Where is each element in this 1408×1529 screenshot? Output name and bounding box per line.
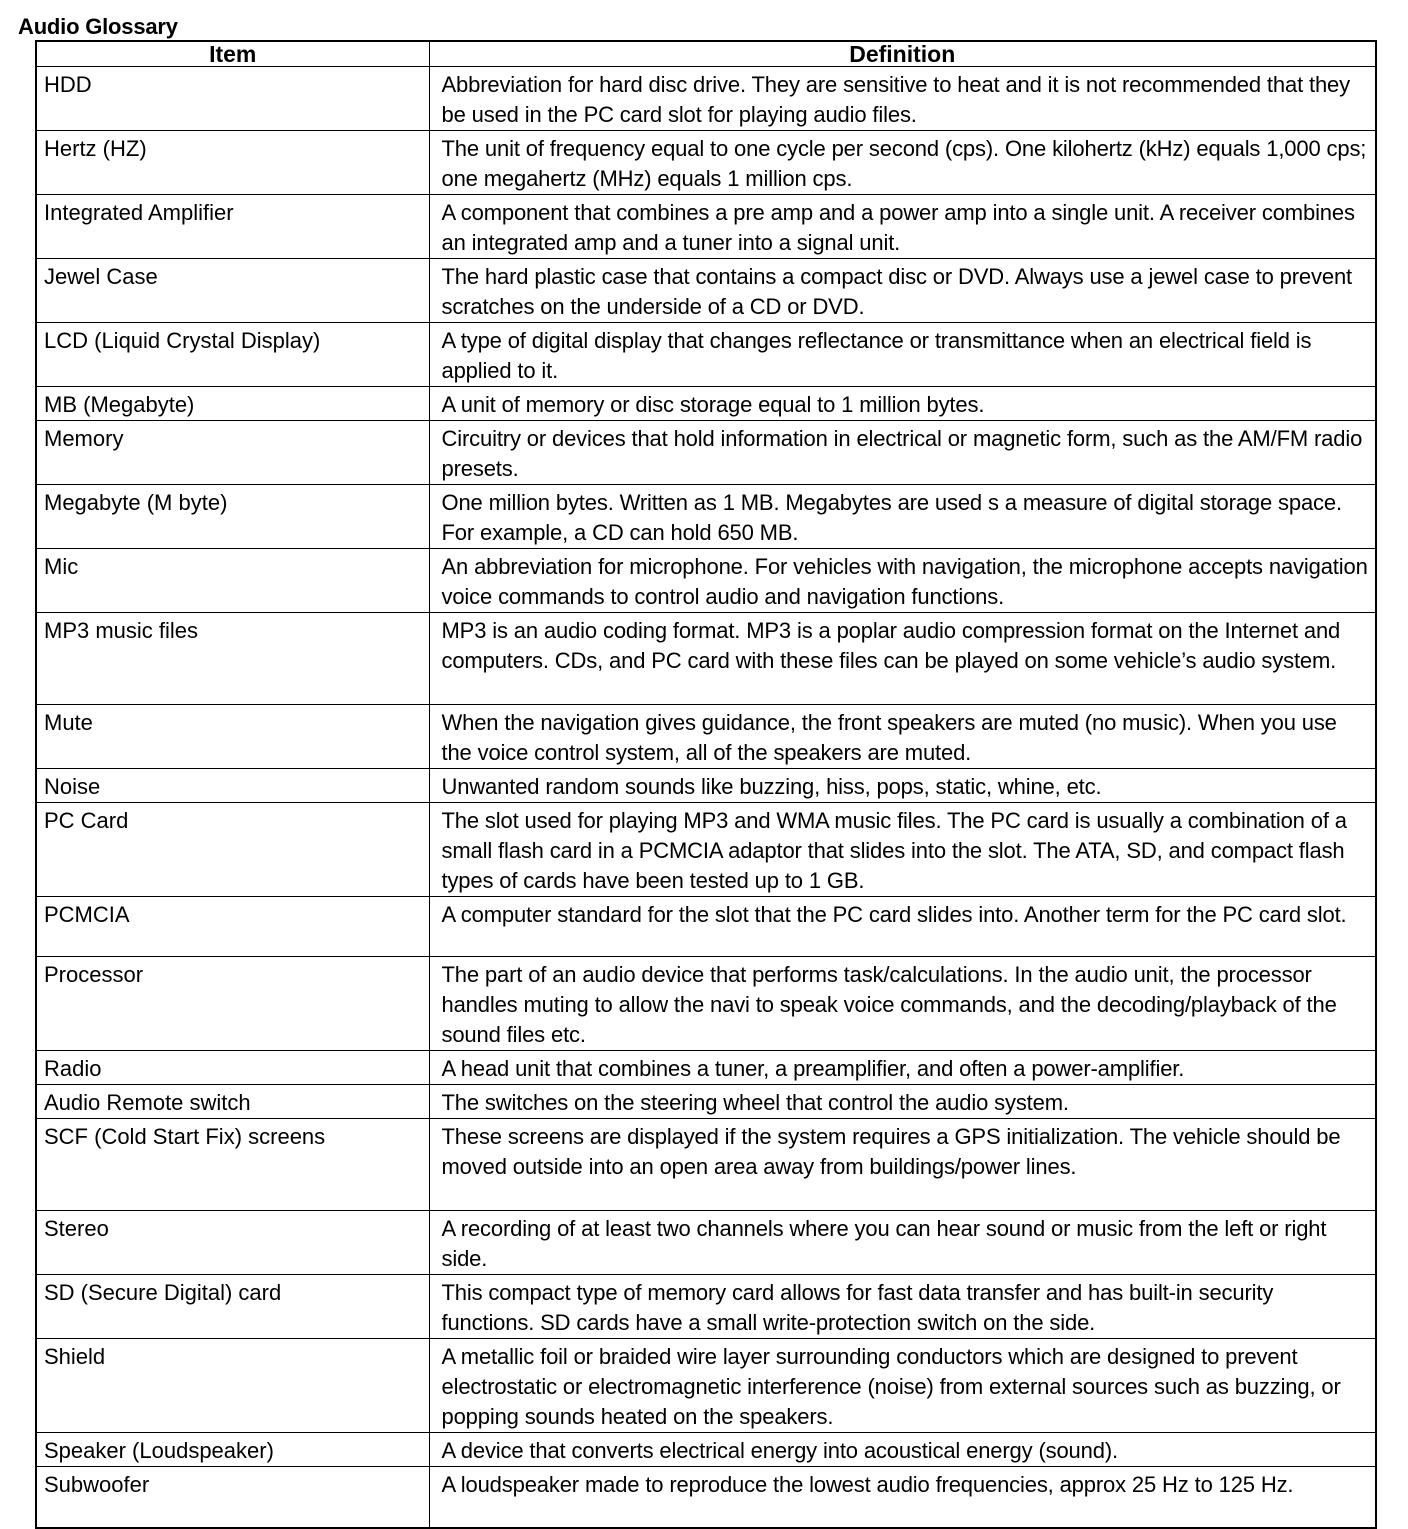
glossary-definition: Unwanted random sounds like buzzing, hiss, pops, static, whine, etc.: [429, 769, 1376, 803]
glossary-definition: The switches on the steering wheel that control the audio system.: [429, 1085, 1376, 1119]
table-row: [36, 957, 1376, 1051]
table-row: [36, 421, 1376, 485]
table-row: [36, 131, 1376, 195]
header-row: [36, 41, 1376, 67]
glossary-definition: The slot used for playing MP3 and WMA music files. The PC card is usually a combination of a small flash card in a PCMCIA adaptor that slides into the slot. The ATA, SD, and compact flash types of cards have been tested up to 1 GB.: [429, 803, 1376, 897]
glossary-term: Noise: [36, 769, 429, 803]
definition-column-header: Definition: [429, 41, 1376, 67]
glossary-term: Memory: [36, 421, 429, 485]
glossary-term: Jewel Case: [36, 259, 429, 323]
glossary-term: Integrated Amplifier: [36, 195, 429, 259]
glossary-term: MP3 music files: [36, 613, 429, 705]
table-row: [36, 387, 1376, 421]
glossary-definition: A loudspeaker made to reproduce the lowest audio frequencies, approx 25 Hz to 125 Hz.: [429, 1467, 1376, 1528]
glossary-definition: A head unit that combines a tuner, a preamplifier, and often a power-amplifier.: [429, 1051, 1376, 1085]
table-row: [36, 259, 1376, 323]
glossary-definition: A recording of at least two channels where you can hear sound or music from the left or right side.: [429, 1211, 1376, 1275]
table-row: [36, 485, 1376, 549]
table-row: [36, 67, 1376, 131]
glossary-definition: A type of digital display that changes reflectance or transmittance when an electrical field is applied to it.: [429, 323, 1376, 387]
glossary-term: SCF (Cold Start Fix) screens: [36, 1119, 429, 1211]
glossary-term: Processor: [36, 957, 429, 1051]
glossary-term: LCD (Liquid Crystal Display): [36, 323, 429, 387]
glossary-term: Mic: [36, 549, 429, 613]
glossary-definition: MP3 is an audio coding format. MP3 is a poplar audio compression format on the Internet and computers. CDs, and PC card with these files can be played on some vehicle’s audio system.: [429, 613, 1376, 705]
table-row: [36, 897, 1376, 957]
glossary-definition: One million bytes. Written as 1 MB. Megabytes are used s a measure of digital storage space. For example, a CD can hold 650 MB.: [429, 485, 1376, 549]
glossary-definition: These screens are displayed if the system requires a GPS initialization. The vehicle should be moved outside into an open area away from buildings/power lines.: [429, 1119, 1376, 1211]
glossary-term: Mute: [36, 705, 429, 769]
glossary-term: SD (Secure Digital) card: [36, 1275, 429, 1339]
glossary-term: Stereo: [36, 1211, 429, 1275]
glossary-definition: The part of an audio device that performs task/calculations. In the audio unit, the processor handles muting to allow the navi to speak voice commands, and the decoding/playback of the sound files etc.: [429, 957, 1376, 1051]
table-row: [36, 1211, 1376, 1275]
glossary-definition: This compact type of memory card allows for fast data transfer and has built-in security functions. SD cards have a small write-protection switch on the side.: [429, 1275, 1376, 1339]
glossary-definition: A device that converts electrical energy into acoustical energy (sound).: [429, 1433, 1376, 1467]
table-row: [36, 1467, 1376, 1528]
glossary-table: [35, 40, 1377, 1529]
table-row: [36, 1339, 1376, 1433]
glossary-definition: An abbreviation for microphone. For vehicles with navigation, the microphone accepts navigation voice commands to control audio and navigation functions.: [429, 549, 1376, 613]
glossary-term: Megabyte (M byte): [36, 485, 429, 549]
glossary-definition: A unit of memory or disc storage equal to 1 million bytes.: [429, 387, 1376, 421]
glossary-definition: When the navigation gives guidance, the front speakers are muted (no music). When you use the voice control system, all of the speakers are muted.: [429, 705, 1376, 769]
glossary-definition: The hard plastic case that contains a compact disc or DVD. Always use a jewel case to prevent scratches on the underside of a CD or DVD.: [429, 259, 1376, 323]
glossary-definition: Circuitry or devices that hold information in electrical or magnetic form, such as the AM/FM radio presets.: [429, 421, 1376, 485]
glossary-term: Subwoofer: [36, 1467, 429, 1528]
table-row: [36, 549, 1376, 613]
glossary-term: Speaker (Loudspeaker): [36, 1433, 429, 1467]
table-row: [36, 1051, 1376, 1085]
table-row: [36, 323, 1376, 387]
table-row: [36, 705, 1376, 769]
glossary-term: Audio Remote switch: [36, 1085, 429, 1119]
glossary-definition: A computer standard for the slot that the PC card slides into. Another term for the PC card slot.: [429, 897, 1376, 957]
table-row: [36, 613, 1376, 705]
glossary-term: PCMCIA: [36, 897, 429, 957]
table-row: [36, 195, 1376, 259]
glossary-definition: The unit of frequency equal to one cycle per second (cps). One kilohertz (kHz) equals 1,000 cps; one megahertz (MHz) equals 1 million cps.: [429, 131, 1376, 195]
glossary-body: [36, 67, 1376, 1528]
glossary-definition: Abbreviation for hard disc drive. They are sensitive to heat and it is not recommended that they be used in the PC card slot for playing audio files.: [429, 67, 1376, 131]
glossary-term: HDD: [36, 67, 429, 131]
table-row: [36, 803, 1376, 897]
glossary-term: Radio: [36, 1051, 429, 1085]
table-row: [36, 1433, 1376, 1467]
glossary-definition: A metallic foil or braided wire layer surrounding conductors which are designed to prevent electrostatic or electromagnetic interference (noise) from external sources such as buzzing, or popping sounds heated on the speakers.: [429, 1339, 1376, 1433]
document-title: Audio Glossary: [18, 14, 178, 39]
table-row: [36, 769, 1376, 803]
table-row: [36, 1275, 1376, 1339]
glossary-definition: A component that combines a pre amp and a power amp into a single unit. A receiver combines an integrated amp and a tuner into a signal unit.: [429, 195, 1376, 259]
glossary-term: PC Card: [36, 803, 429, 897]
item-column-header: Item: [36, 41, 429, 67]
table-row: [36, 1119, 1376, 1211]
glossary-term: Hertz (HZ): [36, 131, 429, 195]
glossary-term: Shield: [36, 1339, 429, 1433]
glossary-term: MB (Megabyte): [36, 387, 429, 421]
table-row: [36, 1085, 1376, 1119]
